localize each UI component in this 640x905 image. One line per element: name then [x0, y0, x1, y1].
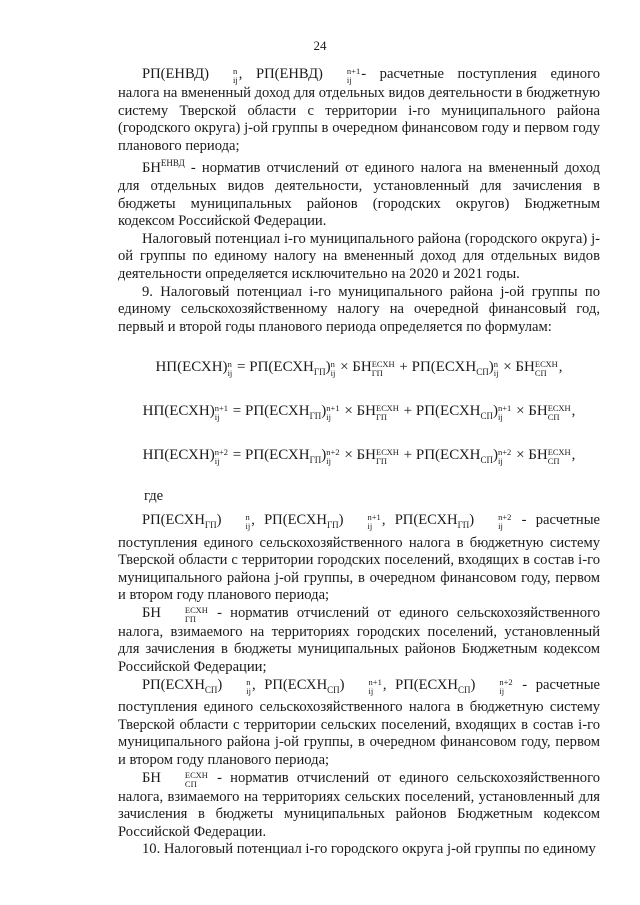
paragraph-gp-receipts: $РП(ЕСХН_{ГП})$ n ij , $РП(ЕСХН_{ГП})$ n+1 ij , $РП(ЕСХН_{ГП})$ n+2 ij - расчетные поступления единого сельскохозяйственного налога в бюджетную систему Тверской области с территории городских поселений, входящих в состав i-го муниципального района j-ой группы, в очередном финансовом году, первом и втором году планового периода;: [118, 511, 600, 604]
formula-n-plus-1: НП(ЕСХН) n+1 ij = $РП(ЕСХН_{ГП})$ n+1 ij × БН ЕСХН ГП + $РП(ЕСХН_{СП})$ n+1 ij × БН ЕСХН СП ,: [142, 403, 576, 423]
paragraph-gp-norm: БН ЕСХН ГП - норматив отчислений от единого сельскохозяйственного налога, взимаемого на территориях городских поселений, установленный для зачисления в бюджеты муниципальных районов Бюджетным кодексом Российской Федерации;: [118, 604, 600, 676]
paragraph-envd-norm: $БН^{ЕНВД}$ - норматив отчислений от единого налога на вмененный доход для отдельных видов деятельности, установленный для зачисления в бюджеты муниципальных районов (городских округов) Бюджетным кодексом Российской Федерации.: [118, 158, 600, 230]
page-number: 24: [313, 38, 327, 53]
formula-n: НП(ЕСХН) n ij = $РП(ЕСХН_{ГП})$ n ij × БН ЕСХН ГП + $РП(ЕСХН_{СП})$ n ij × БН ЕСХН СП ,: [155, 359, 563, 379]
paragraph-section-9: 9. Налоговый потенциал i-го муниципального района j-ой группы по единому сельскохозяйственному налогу на очередной финансовый год, первый и второй годы планового периода определяется по формулам:: [118, 283, 600, 335]
paragraph-sp-receipts: $РП(ЕСХН_{СП})$ n ij , $РП(ЕСХН_{СП})$ n+1 ij , $РП(ЕСХН_{СП})$ n+2 ij - расчетные поступления единого сельскохозяйственного налога в бюджетную систему Тверской области с территории сельских поселений, входящих в состав i-го муниципального района j-ой группы, в очередном финансовом году, первом и втором году планового периода;: [118, 676, 600, 769]
document-body: [118, 66, 600, 859]
paragraph-envd-potential: Налоговый потенциал i-го муниципального района (городского округа) j-ой группы по единому налогу на вмененный доход для отдельных видов деятельности определяется исключительно на 2020 и 2021 годы.: [118, 230, 600, 282]
formula-n-plus-2: НП(ЕСХН) n+2 ij = $РП(ЕСХН_{ГП})$ n+2 ij × БН ЕСХН ГП + $РП(ЕСХН_{СП})$ n+2 ij × БН ЕСХН СП ,: [142, 447, 576, 467]
paragraph-sp-norm: БН ЕСХН СП - норматив отчислений от единого сельскохозяйственного налога, взимаемого на территориях сельских поселений, установленный для зачисления в бюджеты муниципальных районов Бюджетным кодексом Российской Федерации.: [118, 769, 600, 840]
paragraph-envd-receipts: РП(ЕНВД) n ij , РП(ЕНВД) n+1 ij - расчетные поступления единого налога на вмененный доход для отдельных видов деятельности в бюджетную систему Тверской области с территории i-го муниципального района (городского округа) j-ой группы в очередном финансовом году и первом году планового периода;: [118, 66, 600, 154]
paragraph-section-10: 10. Налоговый потенциал i-го городского округа j-ой группы по единому: [142, 841, 596, 858]
where-label: где: [144, 488, 164, 505]
